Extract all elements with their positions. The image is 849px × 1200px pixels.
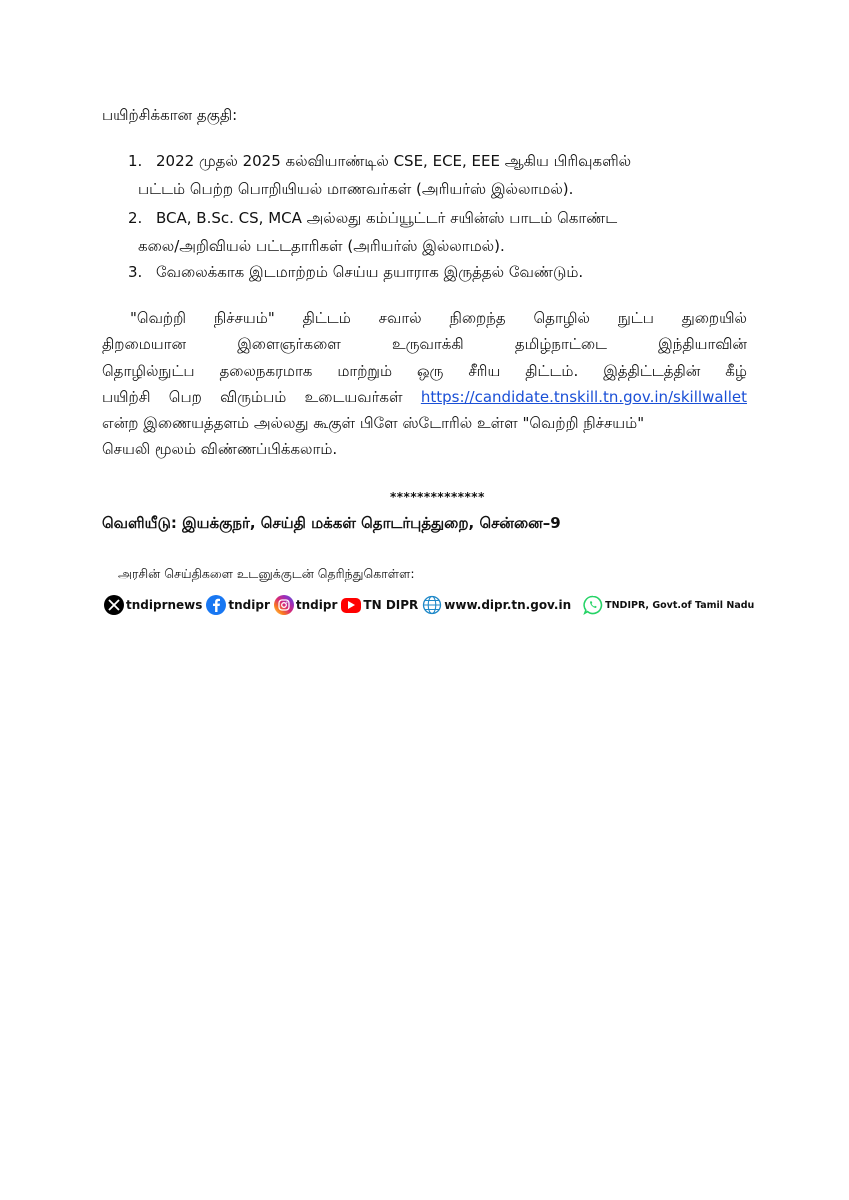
word: விரும்பம் [220, 387, 287, 406]
social-website[interactable] [422, 595, 571, 615]
social-bar [104, 592, 755, 618]
instagram-icon [274, 595, 294, 615]
skillwallet-link[interactable]: https://candidate.tnskill.tn.gov.in/skillwallet [420, 387, 747, 406]
list-item-text: BCA, B.Sc. CS, MCA அல்லது கம்ப்யூட்டர் சயின்ஸ் பாடம் கொண்ட [156, 209, 618, 227]
word: தமிழ்நாட்டை [514, 335, 607, 354]
list-item-text: பட்டம் பெற்ற பொறியியல் மாணவர்கள் (அரியர்ஸ் இல்லாமல்). [138, 180, 574, 198]
word: பெற [168, 387, 202, 406]
social-label: tndipr [228, 598, 270, 612]
social-youtube[interactable] [341, 598, 418, 613]
list-item-text: கலை/அறிவியல் பட்டதாரிகள் (அரியர்ஸ் இல்லாமல்). [138, 237, 505, 255]
social-label: www.dipr.tn.gov.in [444, 598, 572, 612]
facebook-icon [206, 595, 226, 615]
social-facebook[interactable] [206, 595, 270, 615]
word: இந்தியாவின் [658, 335, 747, 354]
paragraph-line: என்ற இணையத்தளம் அல்லது கூகுள் பிளே ஸ்டோரில் உள்ள "வெற்றி நிச்சயம்" [102, 414, 645, 433]
word: சவால் [378, 309, 422, 327]
word: பயிற்சி [102, 387, 151, 406]
stay-updated-text: அரசின் செய்திகளை உடனுக்குடன் தெரிந்துகொள்ள: [118, 566, 415, 581]
social-instagram[interactable] [274, 595, 338, 615]
social-label: tndiprnews [126, 598, 203, 612]
list-item-text: வேலைக்காக இடமாற்றம் செய்ய தயாராக இருத்தல் வேண்டும். [156, 263, 584, 281]
paragraph-line [102, 358, 747, 384]
list-item-number: 2. [128, 209, 143, 227]
word: தொழில்நுட்ப [102, 361, 195, 380]
word: தலைநகரமாக [219, 361, 313, 380]
paragraph-line: செயலி மூலம் விண்ணப்பிக்கலாம். [102, 440, 338, 459]
word: மாற்றும் [337, 361, 393, 380]
word: திறமையான [102, 335, 187, 354]
release-line: வெளியீடு: இயக்குநர், செய்தி மக்கள் தொடர்புத்துறை, சென்னை–9 [102, 514, 561, 532]
word: "வெற்றி [130, 309, 187, 327]
word: நிச்சயம்" [213, 309, 275, 327]
word: சீரிய [468, 361, 501, 380]
word: உருவாக்கி [392, 335, 464, 354]
youtube-icon [341, 598, 361, 613]
globe-icon [422, 595, 442, 615]
word: திட்டம் [302, 309, 351, 327]
x-icon [104, 595, 124, 615]
word: கீழ் [725, 361, 747, 380]
eligibility-heading: பயிற்சிக்கான தகுதி: [102, 106, 238, 124]
word: துறையில் [681, 309, 747, 327]
social-label: TNDIPR, Govt.of Tamil Nadu [605, 599, 755, 611]
social-x[interactable] [104, 595, 202, 615]
word: ஒரு [416, 361, 444, 380]
paragraph-line [102, 384, 747, 410]
word: உடையவர்கள் [304, 387, 403, 406]
social-whatsapp[interactable] [583, 595, 754, 615]
word: இளைஞர்களை [237, 335, 341, 354]
separator: ************** [390, 490, 485, 504]
word: நிறைந்த [449, 309, 506, 327]
list-item-text: 2022 முதல் 2025 கல்வியாண்டில் CSE, ECE, EEE ஆகிய பிரிவுகளில் [156, 152, 632, 170]
word: இத்திட்டத்தின் [603, 361, 701, 380]
list-item-number: 3. [128, 263, 143, 281]
paragraph-line [102, 305, 747, 331]
scheme-paragraph [102, 305, 747, 463]
social-label: TN DIPR [363, 598, 419, 612]
paragraph-line [102, 331, 747, 357]
word: நுட்ப [617, 309, 654, 327]
social-label: tndipr [295, 598, 338, 612]
list-item-number: 1. [128, 152, 143, 170]
whatsapp-icon [583, 595, 603, 615]
word: தொழில் [533, 309, 590, 327]
word: திட்டம். [525, 361, 579, 380]
